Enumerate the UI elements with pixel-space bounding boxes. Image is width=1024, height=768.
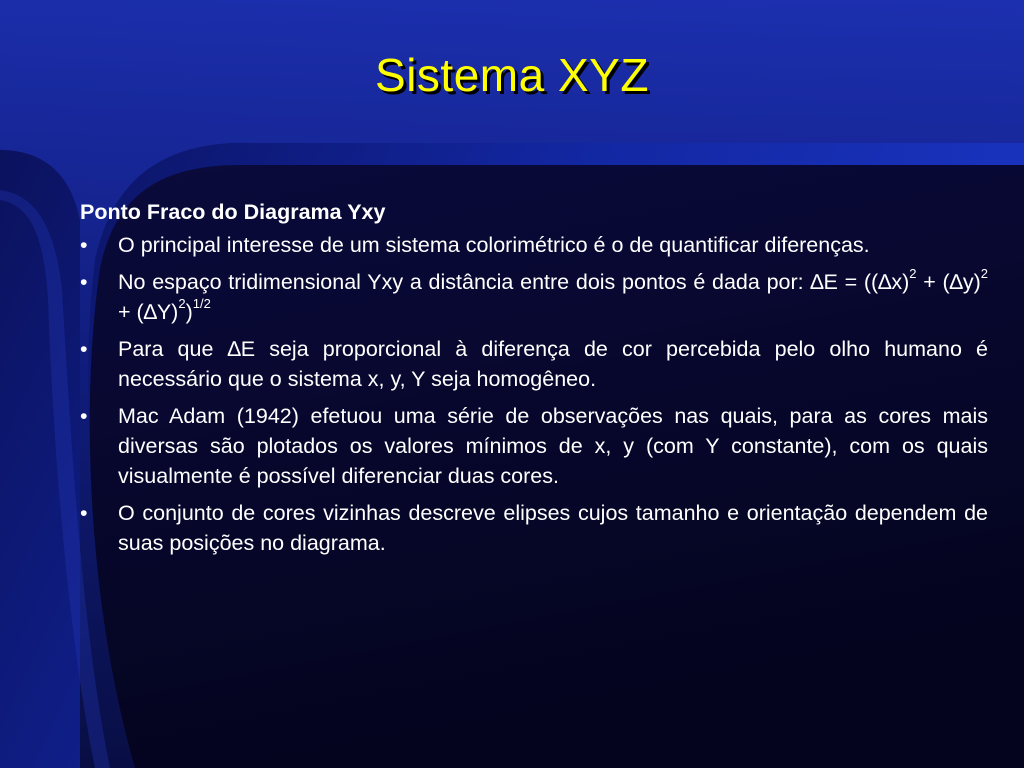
section-heading: Ponto Fraco do Diagrama Yxy [80,200,386,224]
formula-text: No espaço tridimensional Yxy a distância entre dois pontos é dada por: ∆E = ((∆x) [118,270,910,294]
bullet-icon: • [80,233,88,257]
bullet-icon: • [80,270,88,294]
bullet-text: O principal interesse de um sistema colorimétrico é o de quantificar diferenças. [118,233,870,257]
bullet-item [80,401,988,491]
bullet-icon: • [80,404,88,428]
bullet-text: Para que ∆E seja proporcional à diferença de cor percebida pelo olho humano é necessário que o sistema x, y, Y seja homogêneo. [118,337,988,391]
bullet-text: Mac Adam (1942) efetuou uma série de observações nas quais, para as cores mais diversas são plotados os valores mínimos de x, y (com Y constante), com os quais visualmente é possível diferenciar duas cores. [118,404,988,488]
slide-title: Sistema XYZ [375,49,649,101]
bullet-item [80,230,988,260]
formula-exponent: 2 [980,265,988,281]
bullet-list [80,230,988,558]
formula-exponent: 1/2 [192,295,211,311]
bullet-text [118,265,988,324]
bullet-item [80,498,988,558]
slide-content [80,197,988,565]
bullet-item [80,334,988,394]
bullet-icon: • [80,337,88,361]
bullet-icon: • [80,501,88,525]
bullet-text: O conjunto de cores vizinhas descreve elipses cujos tamanho e orientação dependem de suas posições no diagrama. [118,501,988,555]
formula-exponent: 2 [178,295,186,311]
formula-text: + (∆y) [916,270,981,294]
formula-text: + (∆Y) [118,300,179,324]
formula-text: ) [185,300,193,324]
bullet-item [80,267,988,327]
formula-exponent: 2 [909,265,917,281]
